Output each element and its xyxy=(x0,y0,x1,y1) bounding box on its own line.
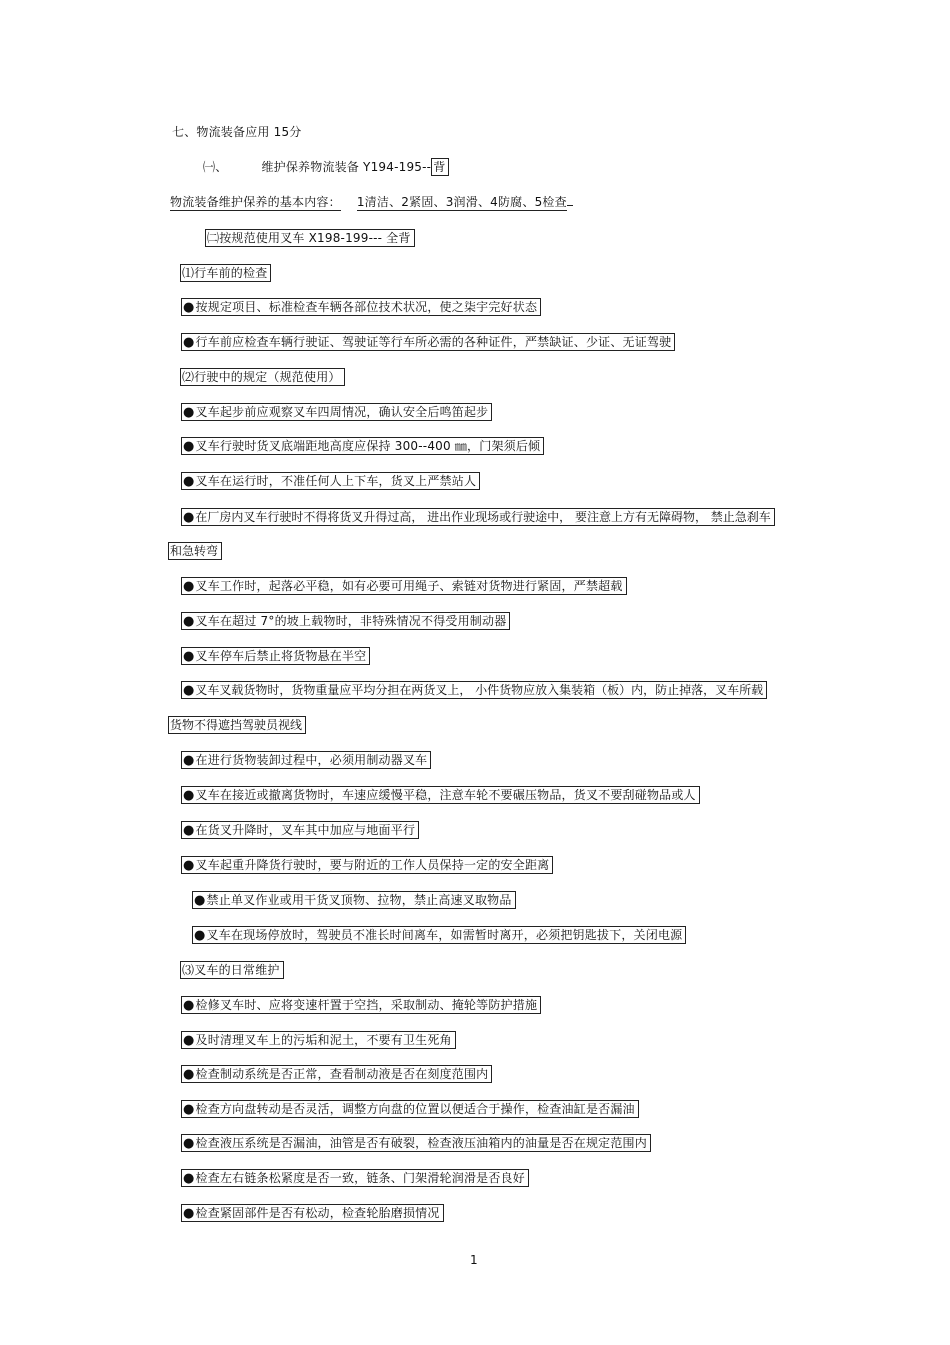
list-item-continuation: 和急转弯 xyxy=(168,543,222,559)
list-item: ●叉车在运行时，不准任何人上下车，货叉上严禁站人 xyxy=(181,473,480,490)
list-item: ●检查方向盘转动是否灵活，调整方向盘的位置以便适合于操作，检查油缸是否漏油 xyxy=(181,1101,639,1118)
list-item: ●叉车叉载货物时，货物重量应平均分担在两货叉上， 小件货物应放入集装箱（板）内，防止掉落，叉车所载 xyxy=(181,682,767,699)
list-item: ●叉车在现场停放时，驾驶员不准长时间离车，如需暂时离开，必须把钥匙拔下，关闭电源 xyxy=(192,927,686,944)
maintenance-content-line xyxy=(170,194,573,210)
bullet-icon: ● xyxy=(183,1067,195,1082)
subsection-1-title: ⑴行车前的检查 xyxy=(180,265,271,281)
bullet-icon: ● xyxy=(183,753,195,768)
list-item: ●检查紧固部件是否有松动，检查轮胎磨损情况 xyxy=(181,1205,444,1222)
bullet-icon: ● xyxy=(183,1136,195,1151)
section-1-prefix: ㈠、 xyxy=(203,160,228,174)
list-item: ●叉车起步前应观察叉车四周情况，确认安全后鸣笛起步 xyxy=(181,404,492,421)
section-1-tail: 背 xyxy=(431,158,449,176)
subsection-2-title: ⑵行驶中的规定（规范使用） xyxy=(180,369,345,385)
list-item: ●在厂房内叉车行驶时不得将货叉升得过高， 进出作业现场或行驶途中， 要注意上方有无障碍物， 禁止急刹车 xyxy=(181,509,775,526)
list-item: ●叉车起重升降货行驶时，要与附近的工作人员保持一定的安全距离 xyxy=(181,857,553,874)
section-1-heading xyxy=(203,159,449,175)
bullet-icon: ● xyxy=(183,1206,195,1221)
list-item: ●检查制动系统是否正常，查看制动液是否在刻度范围内 xyxy=(181,1066,492,1083)
list-item: ●在进行货物装卸过程中，必须用制动器叉车 xyxy=(181,752,431,769)
list-item: ●检修叉车时、应将变速杆置于空挡，采取制动、掩轮等防护措施 xyxy=(181,997,541,1014)
bullet-icon: ● xyxy=(194,893,206,908)
bullet-icon: ● xyxy=(183,300,195,315)
list-item: ●检查左右链条松紧度是否一致，链条、门架滑轮润滑是否良好 xyxy=(181,1170,529,1187)
maintenance-label: 物流装备维护保养的基本内容： xyxy=(170,195,341,209)
list-item: ●叉车停车后禁止将货物悬在半空 xyxy=(181,648,370,665)
section-2-text: ㈡按规范使用叉车 X198-199--- 全背 xyxy=(205,229,415,247)
list-item: ●叉车在接近或撤离货物时，车速应缓慢平稳，注意车轮不要碾压物品，货叉不要刮碰物品或人 xyxy=(181,787,700,804)
bullet-icon: ● xyxy=(183,474,195,489)
bullet-icon: ● xyxy=(183,1171,195,1186)
bullet-icon: ● xyxy=(183,683,195,698)
list-item: ●叉车在超过 7°的坡上载物时，非特殊情况不得受用制动器 xyxy=(181,613,510,630)
bullet-icon: ● xyxy=(183,649,195,664)
list-item-continuation: 货物不得遮挡驾驶员视线 xyxy=(168,717,306,733)
bullet-icon: ● xyxy=(183,439,195,454)
bullet-icon: ● xyxy=(183,788,195,803)
list-item: ●叉车工作时，起落必平稳，如有必要可用绳子、索链对货物进行紧固，严禁超载 xyxy=(181,578,627,595)
bullet-icon: ● xyxy=(183,858,195,873)
maintenance-items: 1清洁、2紧固、3润滑、4防腐、5检查 xyxy=(356,195,567,209)
bullet-icon: ● xyxy=(183,998,195,1013)
list-item: ●在货叉升降时，叉车其中加应与地面平行 xyxy=(181,822,419,839)
bullet-icon: ● xyxy=(183,335,195,350)
bullet-icon: ● xyxy=(183,1033,195,1048)
list-item: ●禁止单叉作业或用干货叉顶物、拉物，禁止高速叉取物品 xyxy=(192,892,516,909)
bullet-icon: ● xyxy=(183,510,195,525)
list-item: ●按规定项目、标准检查车辆各部位技术状况，使之柒宇完好状态 xyxy=(181,299,541,316)
list-item: ●及时清理叉车上的污垢和泥土，不要有卫生死角 xyxy=(181,1032,456,1049)
list-item: ●检查液压系统是否漏油，油管是否有破裂，检查液压油箱内的油量是否在规定范围内 xyxy=(181,1135,651,1152)
list-item: ●行车前应检查车辆行驶证、驾驶证等行车所必需的各种证件，严禁缺证、少证、无证驾驶 xyxy=(181,334,675,351)
subsection-3-title: ⑶叉车的日常维护 xyxy=(180,962,284,978)
bullet-icon: ● xyxy=(194,928,206,943)
bullet-icon: ● xyxy=(183,405,195,420)
bullet-icon: ● xyxy=(183,579,195,594)
bullet-icon: ● xyxy=(183,823,195,838)
list-item: ●叉车行驶时货叉底端距地高度应保持 300--400 ㎜，门架须后倾 xyxy=(181,438,544,455)
bullet-icon: ● xyxy=(183,1102,195,1117)
section-2-heading xyxy=(205,230,415,246)
page-heading: 七、物流装备应用 15分 xyxy=(172,125,302,139)
page-number: 1 xyxy=(470,1253,478,1267)
bullet-icon: ● xyxy=(183,614,195,629)
section-1-text: 维护保养物流装备 Y194-195-- xyxy=(261,160,432,174)
